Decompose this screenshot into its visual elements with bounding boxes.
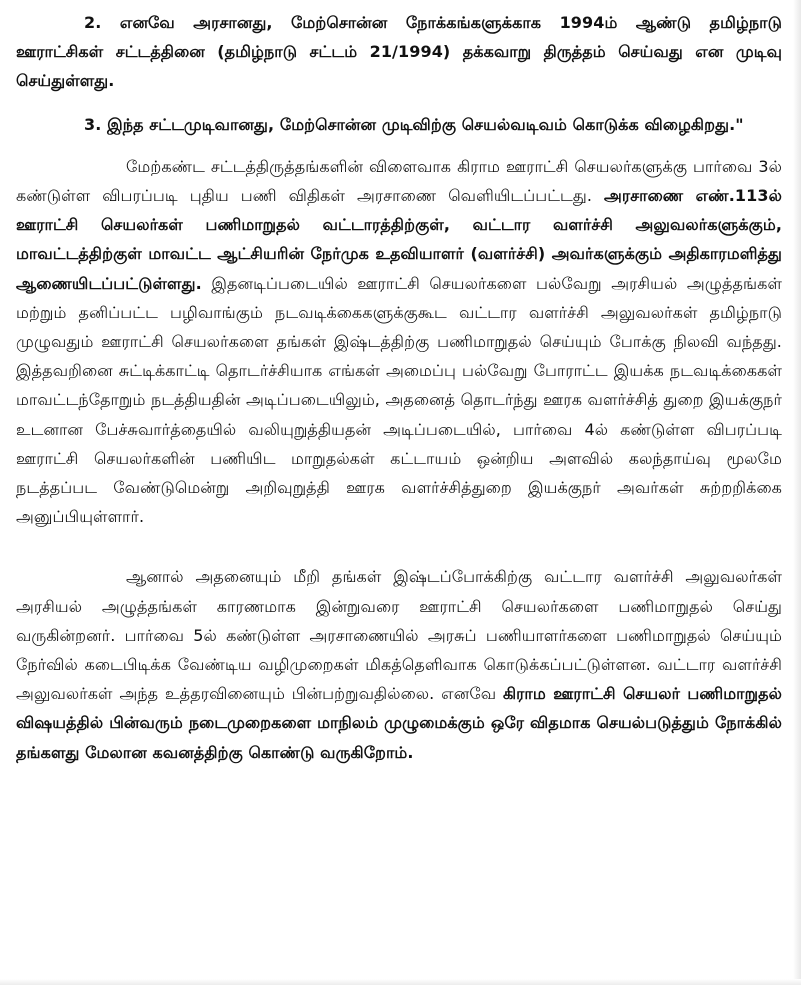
paragraph-2-bold-request: கிராம ஊராட்சி செயலர் பணிமாறுதல் விஷயத்தில் பின்வரும் நடைமுறைகளை மாநிலம் முழுமைக்கும் ஒரே விதமாக செயல்படுத்தும் நோக்கில் தங்களது மேலான கவனத்திற்கு கொண்டு வருகிறோம். bbox=[16, 684, 782, 762]
point-3-paragraph: 3. இந்த சட்டமுடிவானது, மேற்சொன்ன முடிவிற்கு செயல்வடிவம் கொடுக்க விழைகிறது." bbox=[84, 114, 744, 134]
page-edge-shadow-right bbox=[793, 0, 801, 985]
paragraph-1-intro: மேற்கண்ட சட்டத்திருத்தங்களின் விளைவாக கிராம ஊராட்சி செயலர்களுக்கு பார்வை 3ல் கண்டுள்ள விபரப்படி புதிய பணி விதிகள் அரசாணை வெளியிடப்பட்டது. bbox=[16, 156, 782, 206]
paragraph-1-rest: இதனடிப்படையில் ஊராட்சி செயலர்களை பல்வேறு அரசியல் அழுத்தங்கள் மற்றும் தனிப்பட்ட பழிவாங்கும் நடவடிக்கைகளுக்குகூட வட்டார வளர்ச்சி அலுவலர்கள் தமிழ்நாடு முழுவதும் ஊராட்சி செயலர்களை தங்கள் இஷ்டத்திற்கு பணிமாறுதல் செய்யும் போக்கு நிலவி வந்தது. இத்தவறினை சுட்டிக்காட்டி தொடர்ச்சியாக எங்கள் அமைப்பு பல்வேறு போராட்ட இயக்க நடவடிக்கைகள் மாவட்டந்தோறும் நடத்தியதின் அடிப்படையிலும், அதனைத் தொடர்ந்து ஊரக வளர்ச்சித் துறை இயக்குநர் உடனான பேச்சுவார்த்தையில் வலியுறுத்தியதன் அடிப்படையில், பார்வை 4ல் கண்டுள்ள விபரப்படி ஊராட்சி செயலர்களின் பணியிட மாறுதல்கள் கட்டாயம் ஒன்றிய அளவில் கலந்தாய்வு மூலமே நடத்தப்பட வேண்டுமென்று அறிவுறுத்தி ஊரக வளர்ச்சித்துறை இயக்குநர் அவர்கள் சுற்றறிக்கை அனுப்பியுள்ளார். bbox=[16, 273, 782, 527]
paragraph-2 bbox=[16, 562, 782, 766]
paragraph-2-intro: ஆனால் அதனையும் மீறி தங்கள் இஷ்டப்போக்கிற்கு வட்டார வளர்ச்சி அலுவலர்கள் அரசியல் அழுத்தங்கள் காரணமாக இன்றுவரை ஊராட்சி செயலர்களை பணிமாறுதல் செய்து வருகின்றனர். பார்வை 5ல் கண்டுள்ள அரசாணையில் அரசுப் பணியாளர்களை பணிமாறுதல் செய்யும் நேர்வில் கடைபிடிக்க வேண்டிய வழிமுறைகள் மிகத்தெளிவாக கொடுக்கப்பட்டுள்ளன. வட்டார வளர்ச்சி அலுவலர்கள் அந்த உத்தரவினையும் பின்பற்றுவதில்லை. எனவே bbox=[16, 567, 782, 704]
paragraph-1-bold-order: அரசாணை எண்.113ல் ஊராட்சி செயலர்கள் பணிமாறுதல் வட்டாரத்திற்குள், வட்டார வளர்ச்சி அலுவலர்களுக்கும், மாவட்டத்திற்குள் மாவட்ட ஆட்சியரின் நேர்முக உதவியாளர் (வளர்ச்சி) அவர்களுக்கும் அதிகாரமளித்து ஆணையிடப்பட்டுள்ளது. bbox=[16, 186, 782, 293]
paragraph-1 bbox=[16, 152, 782, 532]
page-edge-shadow-bottom bbox=[0, 979, 801, 985]
document-body bbox=[16, 8, 782, 767]
point-2-paragraph: 2. எனவே அரசானது, மேற்சொன்ன நோக்கங்களுக்காக 1994ம் ஆண்டு தமிழ்நாடு ஊராட்சிகள் சட்டத்தினை (தமிழ்நாடு சட்டம் 21/1994) தக்கவாறு திருத்தம் செய்வது என முடிவு செய்துள்ளது. bbox=[16, 13, 782, 91]
